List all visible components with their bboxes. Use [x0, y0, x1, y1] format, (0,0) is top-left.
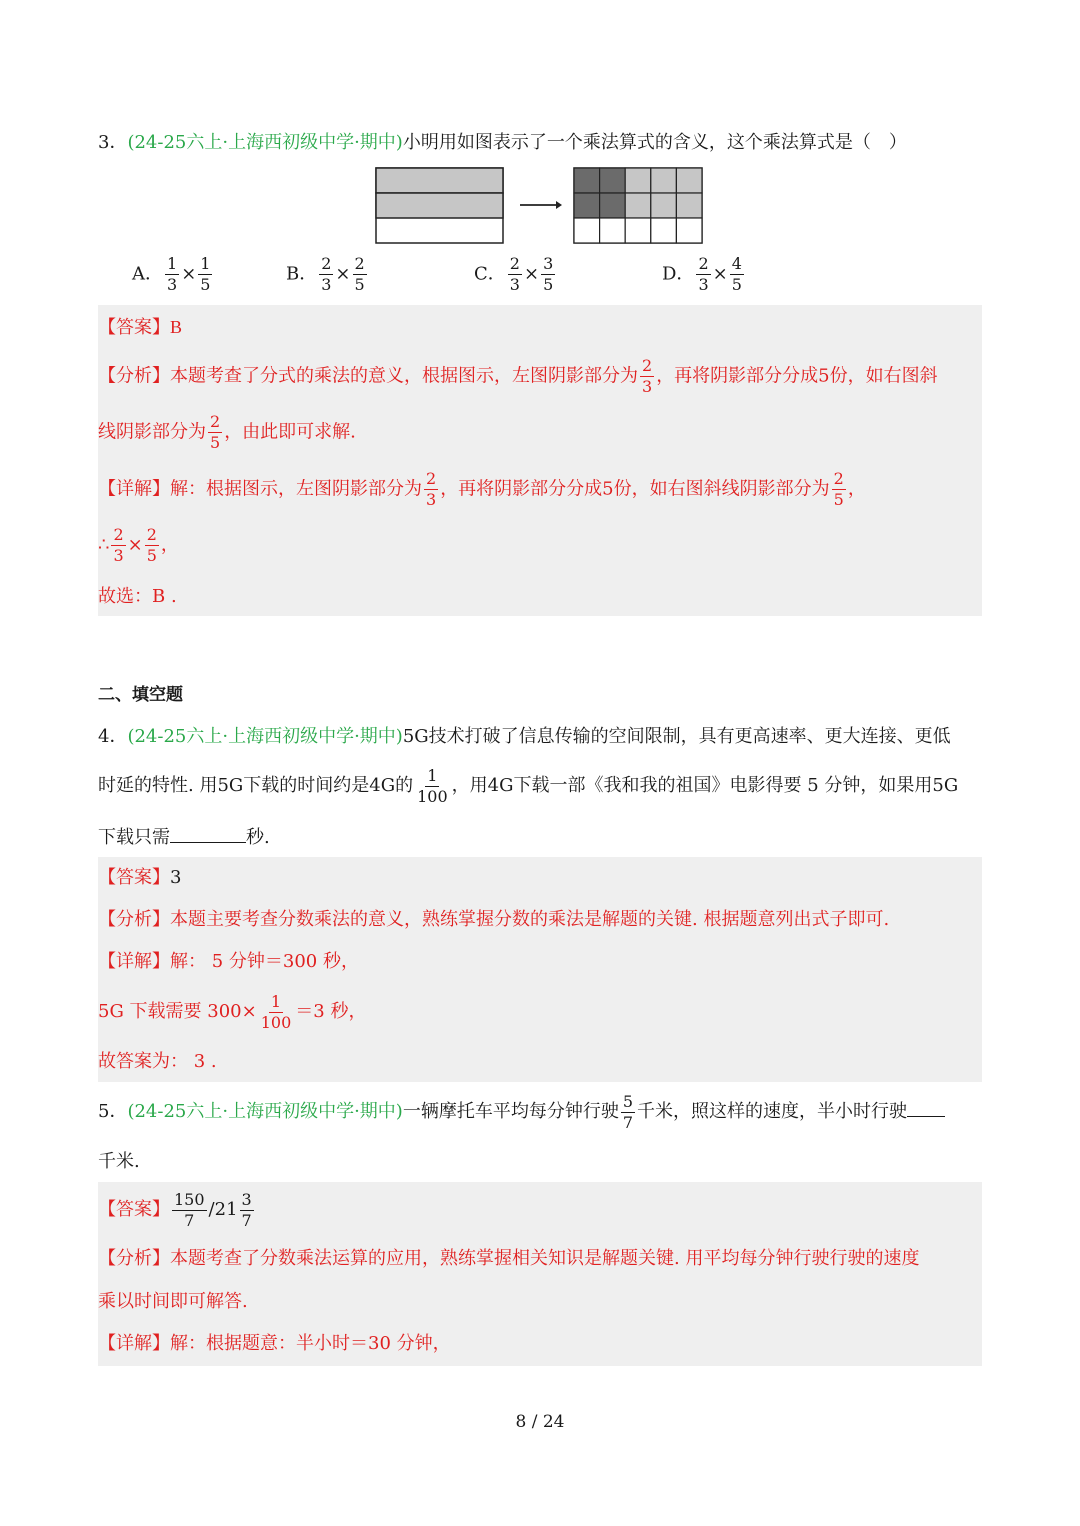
fraction: $\frac{2}{3}$ — [698, 254, 709, 294]
q5-line2: 千米. — [98, 1151, 140, 1172]
fraction: $\frac{2}{5}$ — [354, 254, 365, 294]
fraction: $\frac{1}{3}$ — [167, 254, 178, 294]
q4-answer: 【答案】3 — [98, 867, 182, 888]
fraction: $\frac{1}{5}$ — [200, 254, 211, 294]
q3-solution-box — [98, 305, 982, 616]
fraction: $\frac{3}{5}$ — [543, 254, 554, 294]
fraction: $\frac{4}{5}$ — [731, 254, 742, 294]
q4-detail: 【详解】解： 5 分钟＝300 秒， — [98, 951, 359, 972]
q4-expression: 5G 下载需要 300× $\frac{1}{100}$ ＝3 秒， — [98, 991, 367, 1032]
q3-figure — [370, 162, 710, 252]
q5-analysis-line2: 乘以时间即可解答. — [98, 1291, 248, 1312]
q3-detail: 【详解】解：根据图示，左图阴影部分为 $\frac{2}{3}$ ，再将阴影部分分成5份，如右图斜线阴影部分为 $\frac{2}{5}$ ， — [98, 469, 866, 509]
q4-analysis: 【分析】本题主要考查分数乘法的意义，熟练掌握分数的乘法是解题的关键. 根据题意列出式子即可. — [98, 909, 890, 930]
times-sign: × — [335, 263, 351, 285]
arrow-icon — [520, 201, 562, 209]
option-b[interactable] — [286, 256, 369, 293]
answer-blank[interactable] — [170, 824, 246, 843]
q3-analysis-line2: 线阴影部分为 $\frac{2}{5}$ ，由此即可求解. — [98, 412, 356, 452]
q4-line2: 时延的特性. 用5G下载的时间约是4G的 $\frac{1}{100}$ ，用4G下载一部《我和我的祖国》电影得要 5 分钟，如果用5G — [98, 765, 959, 806]
q4-conclusion: 故答案为： 3 . — [98, 1051, 217, 1072]
left-rectangle — [376, 168, 503, 243]
option-label: C． — [474, 263, 506, 285]
q3-answer: 【答案】B — [98, 317, 183, 338]
q3-analysis-line1: 【分析】本题考查了分式的乘法的意义，根据图示，左图阴影部分为 $\frac{2}{3}$ ，再将阴影部分分成5份，如右图斜 — [98, 356, 938, 396]
times-sign: × — [523, 263, 540, 285]
page-number: 8 / 24 — [515, 1412, 565, 1432]
times-sign: × — [181, 263, 197, 285]
question-number: 3． — [98, 132, 128, 153]
fraction: $\frac{2}{3}$ — [509, 254, 520, 294]
option-label: D． — [662, 263, 695, 285]
option-c[interactable] — [474, 256, 557, 293]
option-label: A． — [132, 263, 163, 285]
q3-conclusion: 故选：B . — [98, 586, 177, 607]
right-rectangle-grid — [574, 168, 702, 243]
q4-line3: 下载只需 秒. — [98, 824, 270, 850]
option-a[interactable] — [132, 256, 214, 293]
question-text: 小明用如图表示了一个乘法算式的含义，这个乘法算式是（ ） — [402, 132, 907, 153]
option-d[interactable] — [662, 256, 746, 293]
times-sign: × — [712, 263, 728, 285]
question-source: (24-25六上·上海西初级中学·期中) — [127, 132, 403, 153]
q5-detail: 【详解】解：根据题意：半小时＝30 分钟， — [98, 1333, 451, 1354]
option-label: B． — [286, 263, 318, 285]
q4-line1: 4．(24-25六上·上海西初级中学·期中)5G技术打破了信息传输的空间限制，具有更高速率、更大连接、更低 — [98, 726, 951, 747]
fraction: $\frac{2}{3}$ — [321, 254, 332, 294]
answer-blank[interactable] — [907, 1098, 945, 1117]
section-title: 二、填空题 — [98, 685, 183, 705]
q5-analysis-line1: 【分析】本题考查了分数乘法运算的应用，熟练掌握相关知识是解题关键. 用平均每分钟行驶行驶的速度 — [98, 1248, 920, 1269]
q5-answer: 【答案】 $\frac{150}{7}$ /21 $\frac{3}{7}$ — [98, 1189, 252, 1230]
q3-expression: ∴ $\frac{2}{3}$ × $\frac{2}{5}$ ， — [98, 525, 179, 565]
q3-stem — [98, 131, 907, 155]
q5-line1: 5．(24-25六上·上海西初级中学·期中)一辆摩托车平均每分钟行驶 $\frac{5}{7}$ 千米，照这样的速度，半小时行驶 — [98, 1092, 945, 1132]
